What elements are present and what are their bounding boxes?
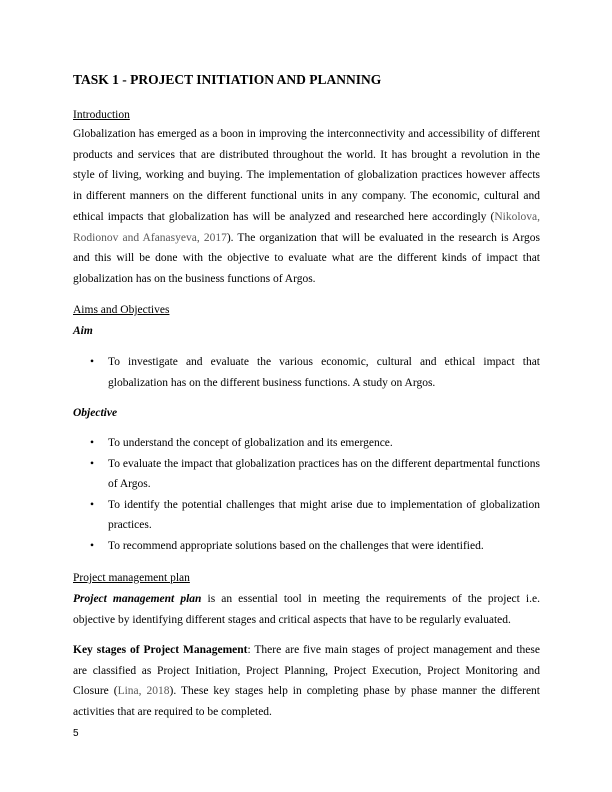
pm-plan-heading: Project management plan: [73, 572, 190, 584]
pm-plan-text: is an essential tool in meeting the requirements of the project i.e. objective by identifying different stages and critical aspects that have to be regularly evaluated.: [73, 593, 540, 626]
aim-text: To investigate and evaluate the various economic, cultural and ethical impact that globalization has on the different business functions. A study on Argos.: [108, 356, 540, 389]
page-title: TASK 1 - PROJECT INITIATION AND PLANNING: [73, 72, 382, 87]
pm-plan-paragraph: [73, 589, 540, 630]
objective-text: To recommend appropriate solutions based on the challenges that were identified.: [108, 539, 484, 552]
objective-text: To understand the concept of globalization and its emergence.: [108, 437, 393, 449]
aim-label: Aim: [73, 325, 93, 337]
objective-text: To evaluate the impact that globalization practices has on the different departmental functions of Argos.: [108, 457, 540, 490]
page-number: 5: [73, 728, 79, 739]
introduction-text-a: Globalization has emerged as a boon in improving the interconnectivity and accessibility of different products and services that are distributed throughout the world. It has brought a revolution in the style of living, working and buying. The implementation of globalization practices however affects in different manners on the different functional units in any company. The economic, cultural and ethical impacts that globalization has will be analyzed and researched here accordingly (: [73, 128, 540, 223]
key-stages-text-a: : There are five main stages of project management and these are classified as Project Initiation, Project Planning, Project Execution, Project Monitoring and Closure (: [73, 644, 540, 698]
objectives-list: [73, 433, 540, 556]
bullet-icon: •: [90, 539, 95, 552]
aims-objectives-heading: Aims and Objectives: [73, 304, 170, 316]
objective-item: [73, 495, 540, 536]
key-stages-text-b: ). These key stages help in completing phase by phase manner the different activities that are required to be completed.: [73, 685, 540, 719]
key-stages-lead: Key stages of Project Management: [73, 644, 248, 656]
bullet-icon: •: [90, 457, 95, 470]
objective-item: [73, 536, 540, 557]
bullet-icon: •: [90, 356, 95, 368]
introduction-text-b: ). The organization that will be evaluated in the research is Argos and this will be done with the objective to evaluate what are the different kinds of impact that globalization has on the business functions of Argos.: [73, 231, 540, 285]
introduction-heading: Introduction: [73, 109, 130, 121]
aims-list: [73, 352, 540, 393]
bullet-icon: •: [90, 437, 95, 449]
objective-item: [73, 433, 540, 454]
key-stages-citation: Lina, 2018: [117, 685, 170, 698]
aim-item: [73, 352, 540, 393]
objective-text: To identify the potential challenges that might arise due to implementation of globalization practices.: [108, 498, 540, 531]
introduction-paragraph: [73, 124, 540, 290]
bullet-icon: •: [90, 498, 95, 511]
key-stages-paragraph: [73, 640, 540, 723]
pm-plan-lead: Project management plan: [73, 593, 202, 605]
objective-item: [73, 454, 540, 495]
introduction-citation: Nikolova, Rodionov and Afanasyeva, 2017: [73, 210, 540, 244]
objective-label: Objective: [73, 407, 118, 419]
